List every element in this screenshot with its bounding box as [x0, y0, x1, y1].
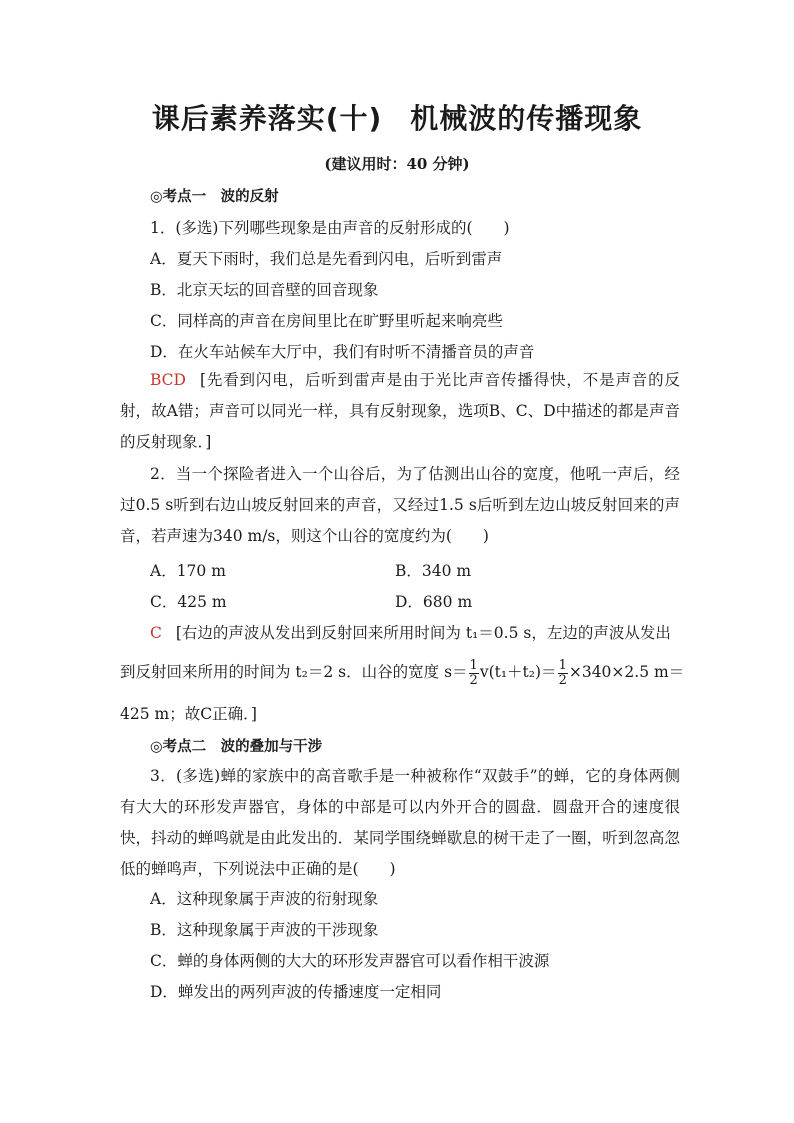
page-title: [0, 97, 794, 137]
q1-option-a: A．夏天下雨时，我们总是先看到闪电，后听到雷声: [150, 250, 503, 268]
fraction-half-2: [558, 659, 568, 688]
q1-explanation: [120, 365, 680, 458]
q1-option-d: D．在火车站候车大厅中，我们有时听不清播音员的声音: [150, 343, 535, 361]
q2-option-b: B．340 m: [395, 562, 472, 580]
formula-v: v(t₁＋t₂)＝: [479, 663, 557, 681]
q3-stem: 3．(多选)蝉的家族中的高音歌手是一种被称作“双鼓手”的蝉，它的身体两侧有大大的环形发声器官，身体的中部是可以内外开合的圆盘．圆盘开合的速度很快，抖动的蝉鸣就是由此发出的．某同学围绕蝉歇息的树干走了一圈，听到忽高忽低的蝉鸣声，下列说法中正确的是( ): [120, 767, 680, 878]
q1-answer: BCD: [150, 371, 186, 389]
q2-option-d: D．680 m: [395, 593, 473, 611]
q3-option-d: D．蝉发出的两列声波的传播速度一定相同: [150, 983, 442, 1001]
q2-option-a: A．170 m: [150, 562, 226, 580]
q2-stem: 2．当一个探险者进入一个山谷后，为了估测出山谷的宽度，他吼一声后，经过0.5 s听到右边山坡反射回来的声音，又经过1.5 s后听到左边山坡反射回来的声音，若声速为340 m/s，则这个山谷的宽度约为( ): [120, 465, 680, 545]
q1-option-c: C．同样高的声音在房间里比在旷野里听起来响亮些: [150, 312, 503, 330]
q2-explanation-text-2a: 到反射回来所用的时间为 t₂＝2 s．山谷的宽度: [120, 663, 440, 681]
fraction-numerator: 1: [558, 657, 567, 673]
fraction-half-1: [469, 659, 479, 688]
formula-s: s＝: [444, 663, 468, 681]
fraction-denominator: 2: [558, 672, 567, 688]
q2-answer: C: [150, 624, 162, 642]
suggested-time: (建议用时：40 分钟): [324, 155, 470, 173]
formula-result: ×340×2.5 m＝: [568, 663, 685, 681]
section-heading-1: ◎考点一 波的反射: [150, 188, 279, 205]
q2-option-c: C．425 m: [150, 593, 227, 611]
q3-option-a: A．这种现象属于声波的衍射现象: [150, 890, 379, 908]
q1-stem: 1．(多选)下列哪些现象是由声音的反射形成的( ): [150, 219, 510, 237]
fraction-numerator: 1: [469, 657, 478, 673]
q1-option-b: B．北京天坛的回音壁的回音现象: [150, 281, 379, 299]
q2-explanation-line-2: [120, 652, 685, 692]
q3-option-b: B．这种现象属于声波的干涉现象: [150, 921, 379, 939]
q3-option-c: C．蝉的身体两侧的大大的环形发声器官可以看作相干波源: [150, 952, 550, 970]
fraction-denominator: 2: [469, 672, 478, 688]
section-heading-2: ◎考点二 波的叠加与干涉: [150, 738, 323, 755]
title-part-2: 机械波的传播现象: [410, 102, 643, 135]
q2-explanation-line-3: 425 m；故C正确．]: [120, 705, 257, 723]
q2-explanation-text-1: [右边的声波从发出到反射回来所用时间为 t₁＝0.5 s，左边的声波从发出: [175, 624, 671, 642]
title-part-1: 课后素养落实(十): [151, 102, 383, 135]
q2-explanation-line-1: [150, 621, 680, 643]
q1-explanation-text: [先看到闪电，后听到雷声是由于光比声音传播得快，不是声音的反射，故A错；声音可以同光一样，具有反射现象，选项B、C、D中描述的都是声音的反射现象．]: [120, 371, 680, 451]
